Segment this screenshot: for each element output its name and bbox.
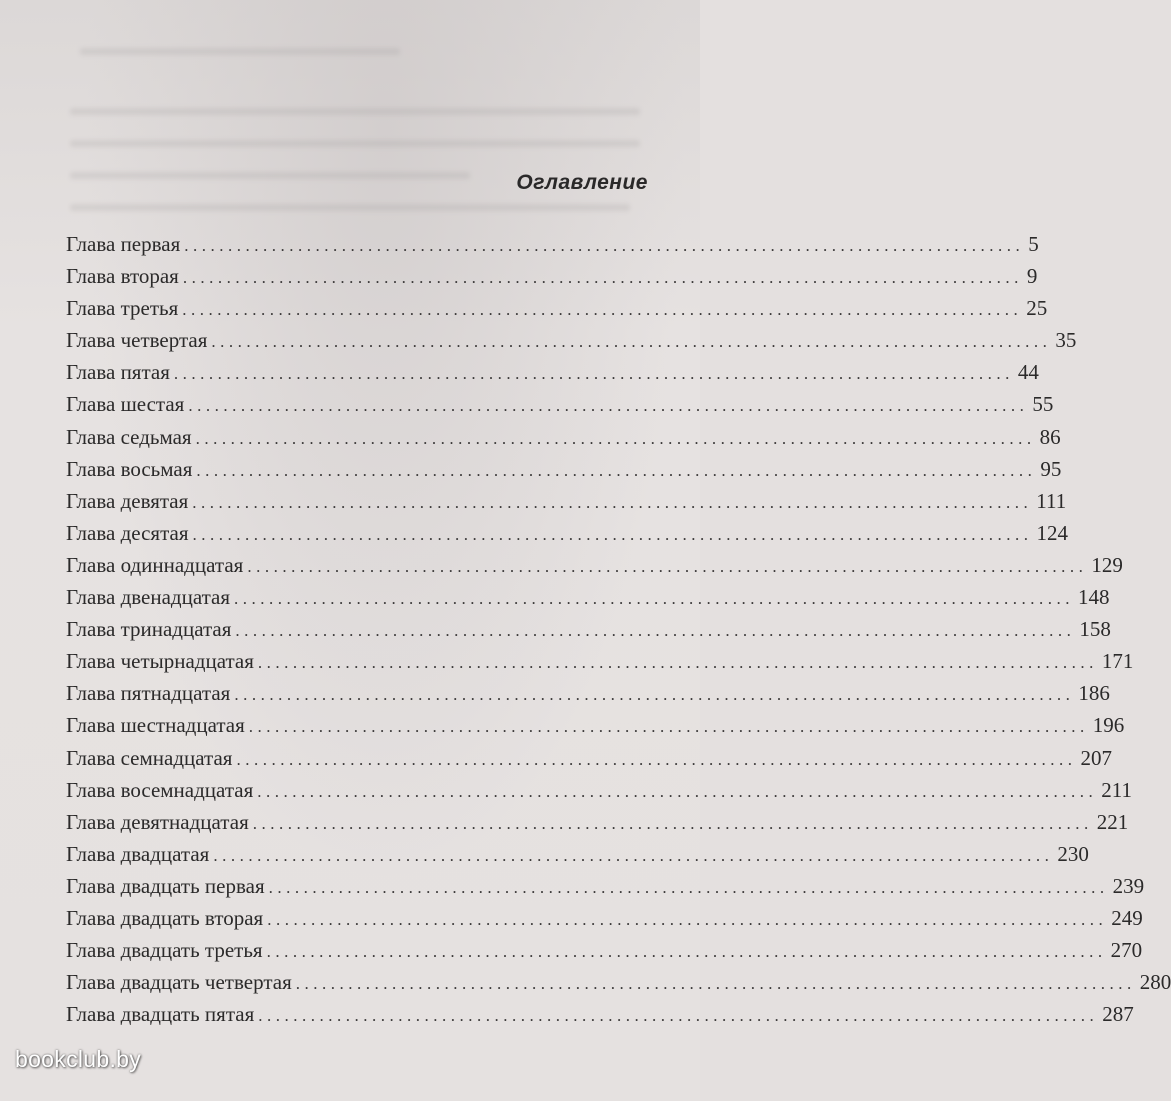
chapter-title: Глава шестнадцатая — [66, 713, 245, 738]
toc-entry — [66, 998, 1134, 1030]
dot-leader: ................................................................................................ — [182, 300, 1023, 320]
page-number: 207 — [1080, 745, 1112, 770]
page-number: 239 — [1112, 873, 1145, 898]
page-number: 158 — [1079, 617, 1111, 642]
page-number: 171 — [1101, 649, 1134, 674]
toc-entry — [66, 260, 1038, 292]
toc-entry — [66, 356, 1039, 388]
chapter-title: Глава седьмая — [66, 424, 192, 449]
page-number: 230 — [1057, 841, 1089, 866]
toc-entry — [66, 774, 1132, 806]
chapter-title: Глава двадцать пятая — [66, 1002, 255, 1027]
chapter-title: Глава четырнадцатая — [66, 649, 254, 674]
chapter-title: Глава семнадцатая — [66, 745, 233, 770]
bleed-through-line — [80, 48, 400, 55]
page-number: 280 — [1139, 970, 1171, 995]
dot-leader: ................................................................................................ — [236, 749, 1077, 769]
chapter-title: Глава тринадцатая — [66, 617, 232, 642]
dot-leader: ................................................................................................ — [267, 909, 1108, 929]
dot-leader: ................................................................................................ — [211, 332, 1052, 352]
dot-leader: ................................................................................................ — [266, 942, 1107, 962]
toc-entry — [66, 934, 1143, 966]
toc-entry — [66, 806, 1129, 838]
page-number: 5 — [1028, 232, 1039, 256]
page-number: 44 — [1017, 360, 1039, 385]
chapter-title: Глава девятая — [66, 488, 189, 513]
toc-entry — [66, 421, 1061, 453]
page-number: 111 — [1036, 488, 1067, 513]
chapter-title: Глава четвертая — [66, 328, 208, 353]
toc-entry — [66, 292, 1048, 324]
toc-entry — [66, 388, 1054, 420]
chapter-title: Глава двадцать вторая — [66, 905, 264, 930]
page-number: 148 — [1078, 585, 1110, 610]
table-of-contents — [66, 228, 1171, 1030]
chapter-title: Глава первая — [66, 232, 181, 256]
site-watermark: bookclub.by — [15, 1046, 142, 1072]
chapter-title: Глава восемнадцатая — [66, 777, 254, 802]
page-number: 129 — [1091, 552, 1123, 577]
page-number: 287 — [1102, 1002, 1134, 1027]
dot-leader: ................................................................................................ — [295, 974, 1136, 994]
dot-leader: ................................................................................................ — [184, 236, 1025, 255]
bleed-through-line — [70, 140, 640, 147]
page-number: 221 — [1096, 809, 1129, 834]
chapter-title: Глава двадцать третья — [66, 938, 263, 963]
bleed-through-line — [70, 108, 640, 115]
chapter-title: Глава третья — [66, 296, 179, 321]
toc-entry — [66, 453, 1062, 485]
toc-entry — [66, 324, 1077, 356]
dot-leader: ................................................................................................ — [234, 685, 1075, 705]
chapter-title: Глава двадцать четвертая — [66, 970, 292, 995]
page-number: 270 — [1110, 938, 1143, 963]
dot-leader: ................................................................................................ — [192, 524, 1033, 544]
page-number: 55 — [1032, 392, 1054, 417]
toc-entry — [66, 902, 1143, 934]
bleed-through-line — [70, 172, 470, 179]
dot-leader: ................................................................................................ — [268, 877, 1109, 897]
toc-entry — [66, 517, 1068, 549]
bleed-through-line — [70, 204, 630, 211]
dot-leader: ................................................................................................ — [257, 781, 1098, 801]
toc-entry — [66, 742, 1112, 774]
dot-leader: ................................................................................................ — [257, 653, 1098, 673]
page-number: 25 — [1026, 296, 1048, 321]
dot-leader: ................................................................................................ — [196, 460, 1037, 480]
toc-entry — [66, 485, 1067, 517]
toc-entry — [66, 581, 1110, 613]
toc-entry — [66, 228, 1039, 260]
dot-leader: ................................................................................................ — [173, 364, 1014, 384]
page-number: 86 — [1039, 424, 1061, 449]
chapter-title: Глава вторая — [66, 264, 179, 289]
dot-leader: ................................................................................................ — [248, 717, 1089, 737]
toc-entry — [66, 613, 1111, 645]
chapter-title: Глава девятнадцатая — [66, 809, 249, 834]
page-number: 196 — [1092, 713, 1125, 738]
toc-entry — [66, 677, 1110, 709]
page-number: 211 — [1101, 777, 1132, 802]
page-number: 124 — [1036, 520, 1068, 545]
dot-leader: ................................................................................................ — [192, 492, 1033, 512]
chapter-title: Глава десятая — [66, 520, 189, 545]
dot-leader: ................................................................................................ — [252, 813, 1093, 833]
chapter-title: Глава пятая — [66, 360, 170, 385]
dot-leader: ................................................................................................ — [182, 268, 1023, 288]
page-number: 249 — [1111, 905, 1143, 930]
chapter-title: Глава двадцать первая — [66, 873, 265, 898]
toc-entry — [66, 870, 1145, 902]
dot-leader: ................................................................................................ — [188, 396, 1029, 416]
dot-leader: ................................................................................................ — [213, 845, 1054, 865]
toc-heading: Оглавление — [516, 171, 648, 194]
chapter-title: Глава двенадцатая — [66, 585, 231, 610]
dot-leader: ................................................................................................ — [195, 428, 1036, 448]
chapter-title: Глава двадцатая — [66, 841, 210, 866]
page-number: 186 — [1078, 681, 1110, 706]
page-number: 35 — [1055, 328, 1077, 353]
dot-leader: ................................................................................................ — [234, 589, 1075, 609]
toc-entry — [66, 838, 1089, 870]
chapter-title: Глава пятнадцатая — [66, 681, 231, 706]
page-number: 9 — [1026, 264, 1038, 289]
chapter-title: Глава одиннадцатая — [66, 552, 244, 577]
toc-entry — [66, 549, 1123, 581]
dot-leader: ................................................................................................ — [247, 556, 1088, 576]
toc-entry — [66, 709, 1125, 741]
chapter-title: Глава восьмая — [66, 456, 193, 481]
dot-leader: ................................................................................................ — [258, 1006, 1099, 1026]
chapter-title: Глава шестая — [66, 392, 185, 417]
toc-entry — [66, 645, 1134, 677]
page-number: 95 — [1040, 456, 1062, 481]
toc-entry — [66, 966, 1171, 998]
dot-leader: ................................................................................................ — [235, 621, 1076, 641]
